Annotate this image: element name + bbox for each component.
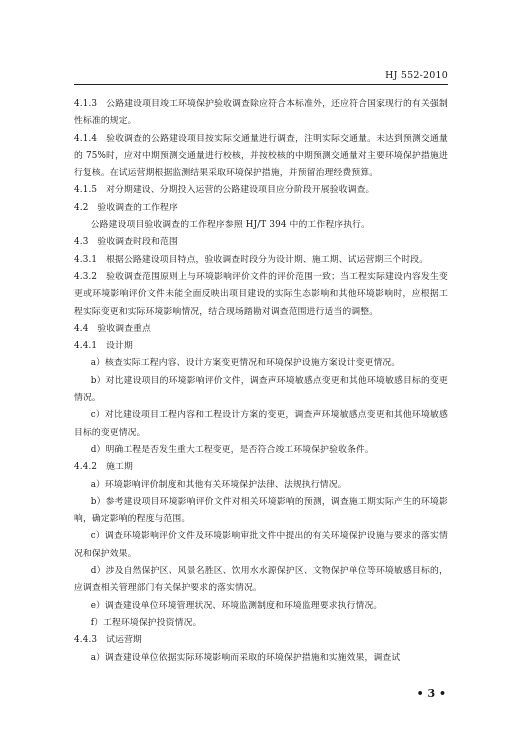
section-4-2-heading: 4.2 验收调查的工作程序 (74, 202, 178, 213)
construction-item-c: c）调查环境影响评价文件及环境影响审批文件中提出的有关环境保护设施与要求的落实情况和保护效果。 (74, 531, 448, 559)
trial-operation-item-a: a）调查建设单位依据实际环境影响而采取的环境保护措施和实施效果，调查试 (90, 652, 401, 663)
clause-4-4-2-heading: 4.4.2 施工期 (74, 462, 133, 473)
header-rule (74, 84, 448, 85)
design-item-b: b）对比建设项目的环境影响评价文件，调查声环境敏感点变更和其他环境敏感目标的变更情况。 (74, 375, 448, 404)
clause-4-1-4: 4.1.4 验收调查的公路建设项目按实际交通量进行调查，注明实际交通量。未达到预测交通量的 75%时，应对中期预测交通量进行校核，并按校核的中期预测交通量对主要环境保护措施进行复核。在试运营期根据监测结果采取环境保护措施，并预留治理经费预算。 (74, 133, 448, 179)
clause-4-3-1: 4.3.1 根据公路建设项目特点，验收调查时段分为设计期、施工期、试运营期三个时段。 (74, 254, 429, 265)
construction-item-a: a）环境影响评价制度和其他有关环境保护法律、法规执行情况。 (90, 479, 347, 490)
page-body (74, 96, 448, 667)
construction-item-f: f）工程环境保护投资情况。 (90, 617, 202, 628)
section-4-4-heading: 4.4 验收调查重点 (74, 323, 152, 334)
clause-4-4-1-heading: 4.4.1 设计期 (74, 341, 133, 352)
clause-4-4-3-heading: 4.4.3 试运营期 (74, 635, 142, 646)
construction-item-d: d）涉及自然保护区、风景名胜区、饮用水水源保护区、文物保护单位等环境敏感目标的，应调查相关管理部门有关保护要求的落实情况。 (74, 566, 448, 594)
design-item-c: c）对比建设项目工程内容和工程设计方案的变更，调查声环境敏感点变更和其他环境敏感目标的变更情况。 (74, 410, 448, 438)
clause-4-3-2: 4.3.2 验收调查范围原则上与环境影响评价文件的评价范围一致；当工程实际建设内容发生变更或环境影响评价文件未能全面反映出项目建设的实际生态影响和其他环境影响时，应根据工程实际变更和实际环境影响情况，结合现场踏勘对调查范围进行适当的调整。 (74, 271, 448, 317)
section-4-3-heading: 4.3 验收调查时段和范围 (74, 237, 178, 248)
construction-item-b: b）参考建设项目环境影响评价文件对相关环境影响的预测，调查施工期实际产生的环境影响，确定影响的程度与范围。 (74, 496, 448, 525)
document-number: HJ 552-2010 (385, 70, 448, 81)
clause-4-1-5: 4.1.5 对分期建设、分期投入运营的公路建设项目应分阶段开展验收调查。 (74, 185, 375, 196)
page-number: • 3 • (416, 687, 446, 700)
construction-item-e: e）调查建设单位环境管理状况、环境监测制度和环境监理要求执行情况。 (90, 600, 383, 611)
clause-4-1-3: 4.1.3 公路建设项目竣工环境保护验收调查除应符合本标准外，还应符合国家现行的有关强制性标准的规定。 (74, 99, 448, 127)
design-item-a: a）核查实际工程内容、设计方案变更情况和环境保护设施方案设计变更情况。 (90, 358, 401, 369)
section-4-2-text: 公路建设项目验收调查的工作程序参照 HJ/T 394 中的工作程序执行。 (90, 220, 371, 231)
design-item-d: d）明确工程是否发生重大工程变更，是否符合竣工环境保护验收条件。 (90, 444, 374, 455)
